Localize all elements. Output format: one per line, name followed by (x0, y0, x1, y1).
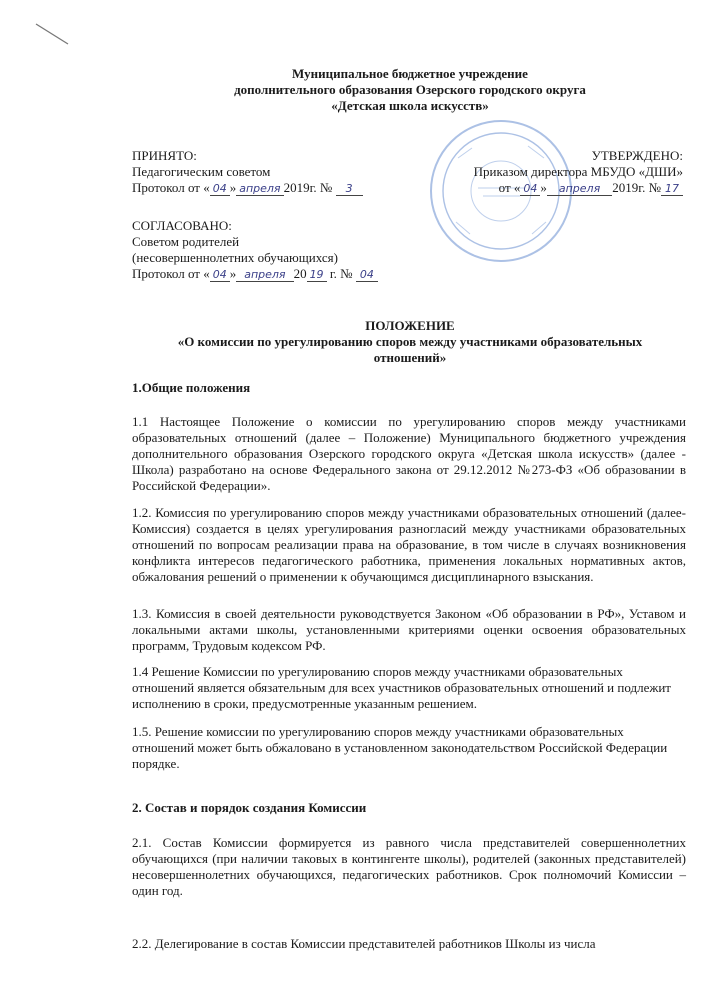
header-line-3: «Детская школа искусств» (331, 98, 489, 113)
paragraph-1-2: 1.2. Комиссия по урегулированию споров между участниками образовательных отношений (далее-Комиссия) создается в целях урегулирования разногласий между участниками образовательных отношений по вопросам реализации права на образование, в том числе в случаях возникновения конфликта интересов педагогического работника, применения локальных нормативных актов, обжалования решений о применении к обучающимся дисциплинарного взыскания. (132, 505, 686, 584)
handwritten-number: 04 (356, 268, 378, 282)
agreed-title: СОГЛАСОВАНО: (132, 218, 232, 233)
handwritten-day: 04 (520, 182, 540, 196)
handwritten-month: апреля (236, 268, 293, 282)
paragraph-1-1: 1.1 Настоящее Положение о комиссии по урегулированию споров между участниками образовательных отношений (далее – Положение) Муниципального бюджетного учреждения дополнительного образования Озерского городского округа «Детская школа искусств» (далее - Школа) разработано на основе Федерального закона от 29.12.2012 №273-ФЗ «Об образовании в Российской Федерации». (132, 414, 686, 493)
title-line-2: «О комиссии по урегулированию споров между участниками образовательных (177, 334, 643, 349)
paragraph-1-3: 1.3. Комиссия в своей деятельности руководствуется Законом «Об образовании в РФ», Уставом и локальными актами школы, установленными критериями оценки освоения образовательных программ, Трудовым кодексом РФ. (132, 606, 686, 653)
header-line-1: Муниципальное бюджетное учреждение (292, 66, 528, 81)
scan-mark-line (34, 22, 70, 46)
paragraph-1-5: 1.5. Решение комиссии по урегулированию споров между участниками образовательных отношений может быть обжаловано в установленном законодательством Российской Федерации порядке. (132, 724, 668, 771)
accepted-protocol: Протокол от « 04 » апреля 2019г. № 3 (132, 180, 363, 197)
agreed-by-2: (несовершеннолетних обучающихся) (132, 250, 338, 265)
handwritten-month: апреля (236, 182, 283, 196)
agreed-protocol: Протокол от « 04 » апреля 20 19 г. № 04 (132, 266, 378, 283)
paragraph-2-1: 2.1. Состав Комиссии формируется из равного числа представителей совершеннолетних обучающихся (при наличии таковых в контингенте школы), родителей (законных представителей) несовершеннолетних обучающихся, педагогических работников. Срок полномочий Комиссии – один год. (132, 835, 686, 898)
approved-by: Приказом директора МБУДО «ДШИ» (473, 164, 683, 179)
accepted-block (132, 148, 363, 197)
approved-title: УТВЕРЖДЕНО: (591, 148, 683, 163)
agreed-by-1: Советом родителей (132, 234, 240, 249)
handwritten-number: 17 (661, 182, 683, 196)
header-line-2: дополнительного образования Озерского городского округа (234, 82, 586, 97)
title-line-3: отношений» (373, 350, 447, 365)
accepted-by: Педагогическим советом (132, 164, 271, 179)
paragraph-1-4: 1.4 Решение Комиссии по урегулированию споров между участниками образовательных отношений является обязательным для всех участников образовательных отношений и подлежит исполнению в сроки, предусмотренные указанным решением. (132, 664, 671, 711)
agreed-block (132, 218, 378, 283)
document-title (130, 318, 690, 366)
handwritten-year: 19 (307, 268, 327, 282)
paragraph-2-2: 2.2. Делегирование в состав Комиссии представителей работников Школы из числа (132, 936, 596, 951)
section-2-heading: 2. Состав и порядок создания Комиссии (132, 800, 367, 815)
accepted-title: ПРИНЯТО: (132, 148, 197, 163)
institution-header (130, 66, 690, 114)
handwritten-month: апреля (547, 182, 612, 196)
approved-block (474, 148, 683, 197)
handwritten-day: 04 (210, 182, 230, 196)
handwritten-number: 3 (336, 182, 363, 196)
approved-order: от « 04 » апреля 2019г. № 17 (474, 180, 683, 197)
handwritten-day: 04 (210, 268, 230, 282)
title-line-1: ПОЛОЖЕНИЕ (365, 318, 455, 333)
section-1-heading: 1.Общие положения (132, 380, 251, 395)
